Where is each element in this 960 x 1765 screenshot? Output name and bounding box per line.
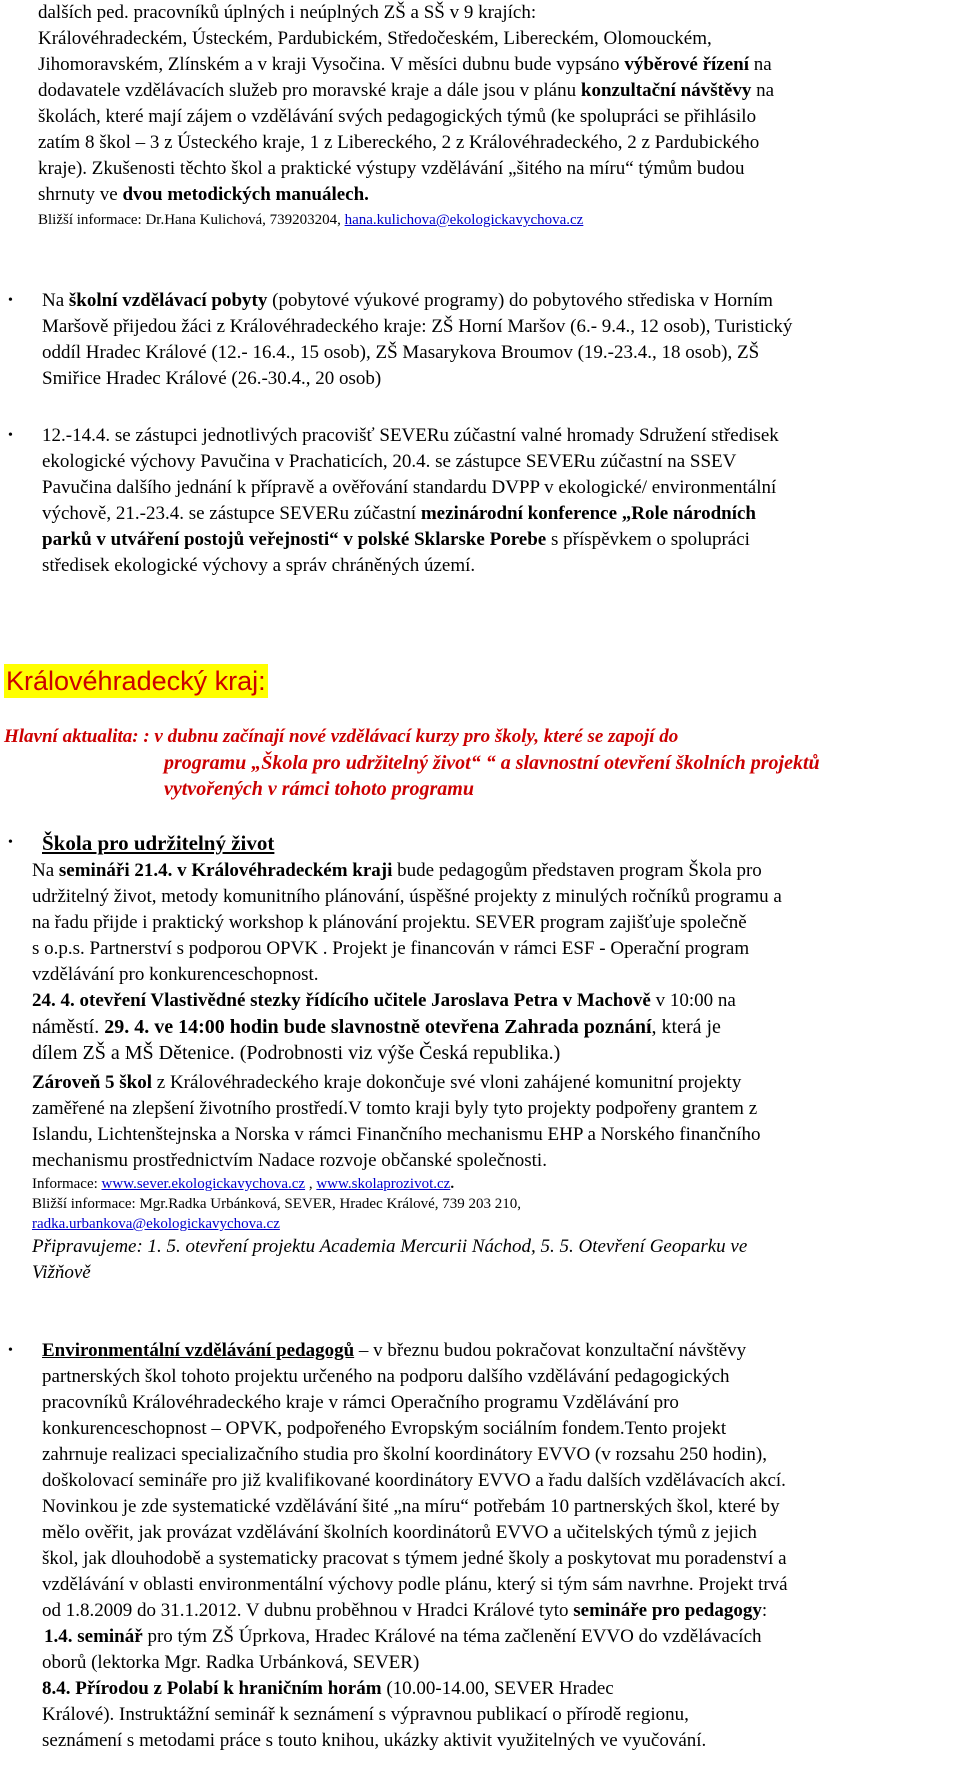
text-line: školách, které mají zájem o vzdělávání svých pedagogických týmů (ke spolupráci se přihlásilo	[38, 106, 757, 127]
website-link[interactable]: www.sever.ekologickavychova.cz	[101, 1176, 306, 1192]
email-link[interactable]: hana.kulichova@ekologickavychova.cz	[344, 212, 584, 228]
bullet-icon: •	[8, 1343, 13, 1358]
bullet-icon: •	[8, 293, 13, 308]
region-heading: Královéhradecký kraj:	[6, 666, 266, 696]
text-line: dodavatele vzdělávacích služeb pro moravské kraje a dále jsou v plánu konzultační návštěvy na	[38, 80, 775, 101]
list-item-text: 12.-14.4. se zástupci jednotlivých pracovišť SEVERu zúčastní valné hromady Sdružení středisek ekologické výchovy Pavučina v Prachaticích, 20.4. se zástupce SEVERu zúčastní na SSEV Pavučina dalšího jednání k přípravě a ověřování standardu DVPP v ekologické/ environmentální výchově, 21.-23.4. se zástupce SEVERu zúčastní mezinárodní konference „Role národních parků v utváření postojů veřejnosti“ v polské Sklarske Porebe s příspěvkem o spolupráci středisek ekologické výchovy a správ chráněných území.	[42, 425, 779, 576]
email-link[interactable]: radka.urbankova@ekologickavychova.cz	[32, 1216, 280, 1232]
text-line: kraje). Zkušenosti těchto škol a praktické výstupy vzdělávání „šitého na míru“ týmům budou	[38, 158, 745, 179]
text-line: Královéhradeckém, Ústeckém, Pardubickém, Středočeském, Libereckém, Olomouckém,	[38, 28, 712, 49]
main-highlight: Hlavní aktualita: : v dubnu začínají nové vzdělávací kurzy pro školy, které se zapojí do programu „Škola pro udržitelný život“ “ a slavnostní otevření školních projektů vytvořených v rámci tohoto programu	[4, 726, 820, 800]
section-heading: Škola pro udržitelný život	[42, 831, 275, 855]
info-line: Informace: www.sever.ekologickavychova.cz , www.skolaprozivot.cz.	[32, 1176, 455, 1192]
intro-paragraph	[38, 0, 953, 230]
list-item-text: Environmentální vzdělávání pedagogů – v březnu budou pokračovat konzultační návštěvy partnerských škol tohoto projektu určeného na podporu dalšího vzdělávání pedagogických pracovníků Královéhradeckého kraje v rámci Operačního programu Vzdělávání pro konkurenceschopnost – OPVK, podpořeného Evropským sociálním fondem.Tento projekt zahrnuje realizaci specializačního studia pro školní koordinátory EVVO (v rozsahu 250 hodin), doškolovací semináře pro již kvalifikované koordinátory EVVO a řadu dalších vzdělávacích akcí. Novinkou je zde systematické vzdělávání šité „na míru“ potřebám 10 partnerských škol, které by mělo ověřit, jak provázat vzdělávání školních koordinátorů EVVO a učitelských týmů z jejich škol, jak dlouhodobě a systematicky pracovat s týmem jedné školy a poskytovat mu poradenství a vzdělávání v oblasti environmentální výchovy podle plánu, který si tým sám navrhne. Projekt trvá od 1.8.2009 do 31.1.2012. V dubnu proběhnou v Hradci Králové tyto semináře pro pedagogy: 1.4. seminář pro tým ZŠ Úprkova, Hradec Králové na téma začlenění EVVO do vzdělávacích oborů (lektorka Mgr. Radka Urbánková, SEVER) 8.4. Přírodou z Polabí k hraničním horám (10.00-14.00, SEVER Hradec Králové). Instruktážní seminář k seznámení s výpravnou publikací o přírodě regionu, seznámení s metodami práce s touto knihou, ukázky aktivit využitelných ve vyučování.	[42, 1340, 788, 1751]
text-line: dalších ped. pracovníků úplných i neúplných ZŠ a SŠ v 9 krajích:	[38, 2, 537, 23]
bullet-icon: •	[8, 835, 13, 850]
contact-line: Bližší informace: Dr.Hana Kulichová, 739203204, hana.kulichova@ekologickavychova.cz	[38, 212, 584, 228]
text-line: Jihomoravském, Zlínském a v kraji Vysočina. V měsíci dubnu bude vypsáno výběrové řízení na	[38, 54, 772, 75]
bullet-icon: •	[8, 428, 13, 443]
list-item-text: Na školní vzdělávací pobyty (pobytové výukové programy) do pobytového střediska v Horním Maršově přijedou žáci z Královéhradeckého kraje: ZŠ Horní Maršov (6.- 9.4., 12 osob), Turistický oddíl Hradec Králové (12.- 16.4., 15 osob), ZŠ Masarykova Broumov (19.-23.4., 18 osob), ZŠ Smiřice Hradec Králové (26.-30.4., 20 osob)	[42, 290, 793, 389]
text-line: zatím 8 škol – 3 z Ústeckého kraje, 1 z Libereckého, 2 z Královéhradeckého, 2 z Pardubického	[38, 132, 760, 153]
text-line: shrnuty ve dvou metodických manuálech.	[38, 184, 369, 205]
list-item-text: Na semináři 21.4. v Královéhradeckém kraji bude pedagogům představen program Škola pro udržitelný život, metody komunitního plánování, úspěšné projekty z minulých ročníků programu a na řadu přijde i praktický workshop k plánování projektu. SEVER program zajišťuje společně s o.p.s. Partnerství s podporou OPVK . Projekt je financován v rámci ESF - Operační program vzdělávání pro konkurenceschopnost. 24. 4. otevření Vlastivědné stezky řídícího učitele Jaroslava Petra v Machově v 10:00 na náměstí. 29. 4. ve 14:00 hodin bude slavnostně otevřena Zahrada poznání, která je dílem ZŠ a MŠ Dětenice. (Podrobnosti viz výše Česká republika.) Zároveň 5 škol z Královéhradeckého kraje dokončuje své vloni zahájené komunitní projekty zaměřené na zlepšení životního prostředí.V tomto kraji byly tyto projekty podpořeny grantem z Islandu, Lichtenštejnska a Norska v rámci Finančního mechanismu EHP a Norského finančního mechanismu prostřednictvím Nadace rozvoje občanské společnosti. Informace: www.sever.ekologickavychova.cz , www.skolaprozivot.cz. Bližší informace: Mgr.Radka Urbánková, SEVER, Hradec Králové, 739 203 210, radka.urbankova@ekologickavychova.cz Připravujeme: 1. 5. otevření projektu Academia Mercurii Náchod, 5. 5. Otevření Geoparku ve Vižňově	[32, 858, 944, 1286]
website-link[interactable]: www.skolaprozivot.cz	[316, 1176, 451, 1192]
